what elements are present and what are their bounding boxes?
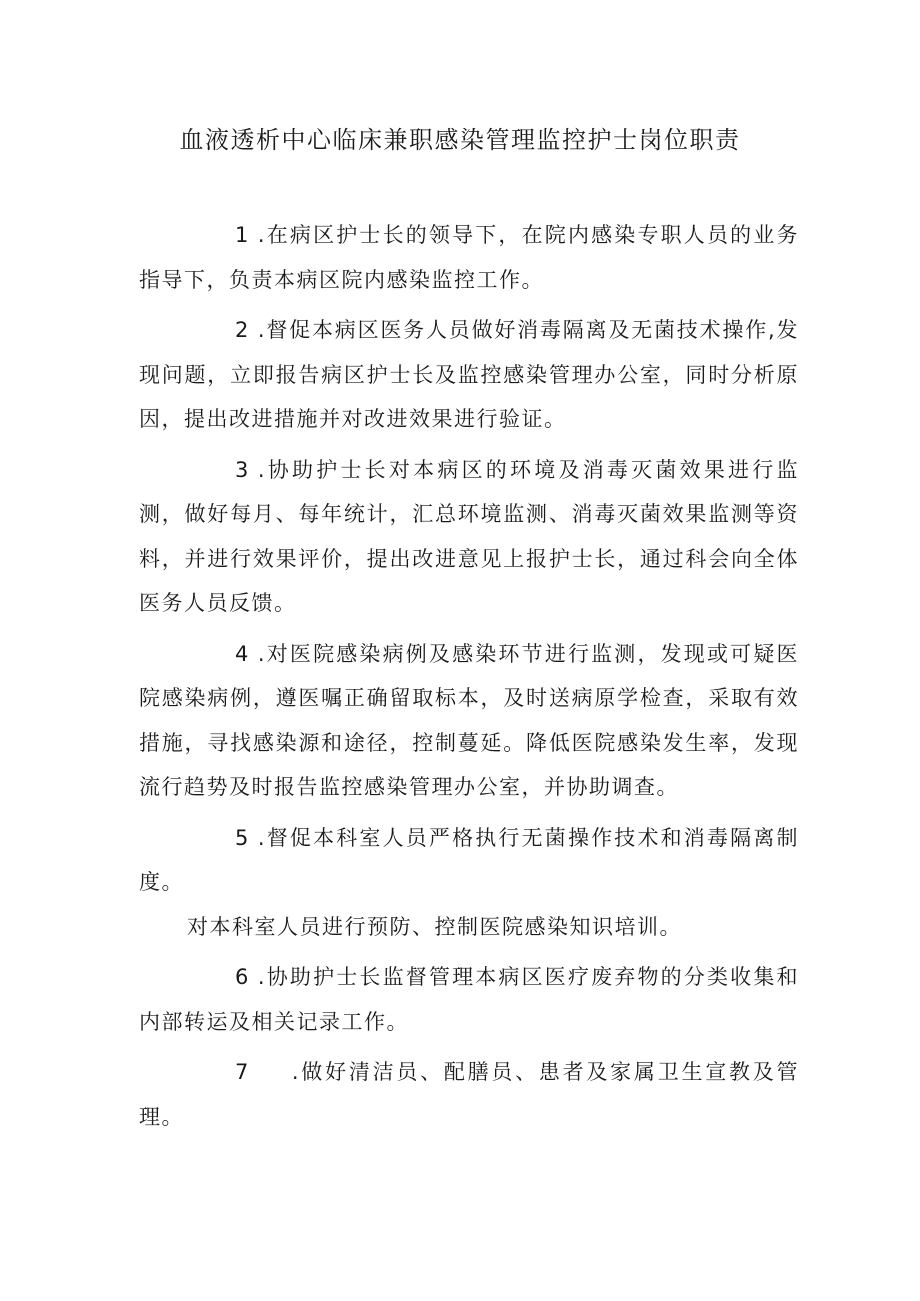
item-text: .做好清洁员、配膳员、患者及家属卫生宣教及管理。 [139,1060,799,1129]
item-text: .协助护士长监督管理本病区医疗废弃物的分类收集和内部转运及相关记录工作。 [139,965,799,1034]
item-text: .督促本病区医务人员做好消毒隔离及无菌技术操作,发现问题，立即报告病区护士长及监控感染管理办公室，同时分析原因，提出改进措施并对改进效果进行验证。 [139,318,799,431]
item-text: 对本科室人员进行预防、控制医院感染知识培训。 [187,914,682,939]
duty-item-5 [139,816,799,905]
item-number: 5 [235,825,250,850]
item-number: 3 [235,457,250,482]
duty-item-7 [139,1050,799,1139]
duty-item-5-continued [139,905,799,950]
item-number: 1 [235,223,250,247]
duty-item-3 [139,448,799,626]
document-body [139,213,799,1145]
item-number: 2 [235,318,250,342]
document-title: 血液透析中心临床兼职感染管理监控护士岗位职责 [179,126,741,154]
item-text: .在病区护士长的领导下，在院内感染专职人员的业务指导下，负责本病区院内感染监控工作。 [139,223,799,292]
item-text: .协助护士长对本病区的环境及消毒灭菌效果进行监测，做好每月、每年统计，汇总环境监测、消毒灭菌效果监测等资料，并进行效果评价，提出改进意见上报护士长，通过科会向全体医务人员反馈。 [139,457,799,615]
duty-item-1 [139,213,799,302]
duty-item-2 [139,308,799,442]
item-number: 6 [235,965,250,989]
item-text: .对医院感染病例及感染环节进行监测，发现或可疑医院感染病例，遵医嘱正确留取标本，及时送病原学检查，采取有效措施，寻找感染源和途径，控制蔓延。降低医院感染发生率，发现流行趋势及时报告监控感染管理办公室，并协助调查。 [139,641,799,799]
duty-item-4 [139,632,799,810]
duty-item-6 [139,955,799,1044]
item-number: 4 [235,641,250,666]
item-number: 7 [235,1060,250,1084]
item-text: .督促本科室人员严格执行无菌操作技术和消毒隔离制度。 [139,825,799,894]
